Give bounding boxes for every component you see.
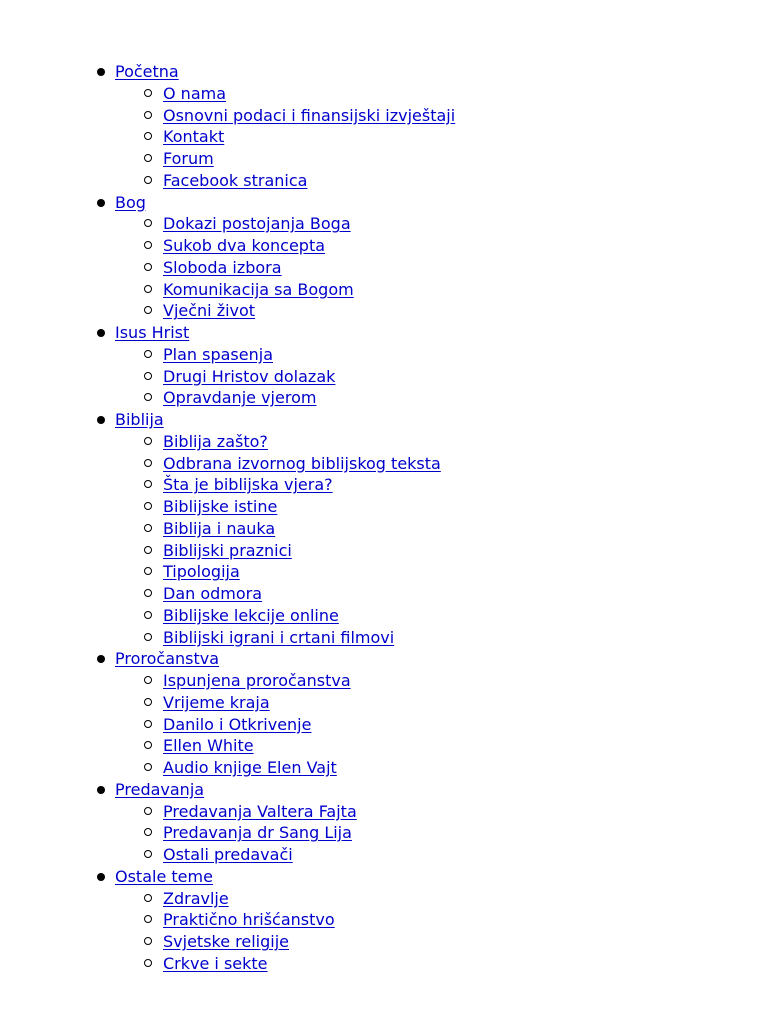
hollow-circle-bullet-icon <box>144 720 152 728</box>
nav-subitem-link[interactable]: Audio knjige Elen Vajt <box>163 758 337 777</box>
hollow-circle-bullet-icon <box>144 285 152 293</box>
nav-subitem-link[interactable]: Dokazi postojanja Boga <box>163 214 351 234</box>
hollow-circle-bullet-icon <box>144 524 152 532</box>
nav-subitem <box>115 735 455 757</box>
nav-subitem <box>115 605 455 627</box>
nav-subitem <box>115 670 455 692</box>
nav-subitem <box>115 561 455 583</box>
filled-disc-bullet-icon <box>97 199 105 207</box>
nav-subitem-link[interactable]: Plan spasenja <box>163 344 273 364</box>
nav-subitem <box>115 474 455 496</box>
nav-subitem-link[interactable]: Sukob dva koncepta <box>163 236 326 255</box>
hollow-circle-bullet-icon <box>144 437 152 445</box>
hollow-circle-bullet-icon <box>144 633 152 641</box>
nav-subitem-link[interactable]: Svjetske religije <box>163 932 289 951</box>
nav-subitem <box>115 126 455 148</box>
nav-subitem-link[interactable]: Predavanja Valtera Fajta <box>163 801 357 821</box>
hollow-circle-bullet-icon <box>144 393 152 401</box>
nav-subitem-link[interactable]: Šta je biblijska vjera? <box>163 475 333 495</box>
nav-subitem-link[interactable]: Predavanja dr Sang Lija <box>163 823 352 843</box>
hollow-circle-bullet-icon <box>144 828 152 836</box>
hollow-circle-bullet-icon <box>144 132 152 140</box>
nav-subitem-link[interactable]: Ispunjena proročanstva <box>163 671 351 690</box>
hollow-circle-bullet-icon <box>144 306 152 314</box>
filled-disc-bullet-icon <box>97 68 105 76</box>
nav-section-item <box>0 779 455 866</box>
hollow-circle-bullet-icon <box>144 459 152 467</box>
nav-subitem <box>115 366 455 388</box>
nav-subitem <box>115 105 455 127</box>
nav-submenu <box>115 344 455 409</box>
nav-subitem-link[interactable]: Biblijske istine <box>163 497 278 516</box>
nav-subitem <box>115 583 455 605</box>
hollow-circle-bullet-icon <box>144 176 152 184</box>
nav-subitem-link[interactable]: Tipologija <box>163 562 240 582</box>
nav-section-link[interactable]: Predavanja <box>115 779 205 799</box>
nav-subitem-link[interactable]: Odbrana izvornog biblijskog teksta <box>163 453 441 473</box>
hollow-circle-bullet-icon <box>144 937 152 945</box>
hollow-circle-bullet-icon <box>144 959 152 967</box>
nav-subitem <box>115 540 455 562</box>
nav-subitem <box>115 714 455 736</box>
nav-subitem <box>115 518 455 540</box>
nav-subitem <box>115 801 455 823</box>
hollow-circle-bullet-icon <box>144 350 152 358</box>
filled-disc-bullet-icon <box>97 655 105 663</box>
hollow-circle-bullet-icon <box>144 741 152 749</box>
nav-subitem-link[interactable]: Crkve i sekte <box>163 953 268 973</box>
nav-subitem-link[interactable]: Dan odmora <box>163 584 263 603</box>
hollow-circle-bullet-icon <box>144 894 152 902</box>
filled-disc-bullet-icon <box>97 786 105 794</box>
nav-subitem-link[interactable]: Danilo i Otkrivenje <box>163 714 312 734</box>
nav-section-link[interactable]: Isus Hrist <box>115 323 190 342</box>
hollow-circle-bullet-icon <box>144 915 152 923</box>
nav-subitem <box>115 757 455 779</box>
nav-subitem-link[interactable]: Osnovni podaci i finansijski izvještaji <box>163 105 456 125</box>
nav-subitem <box>115 888 455 910</box>
nav-section-item <box>0 409 455 648</box>
nav-section-item <box>0 866 455 975</box>
nav-subitem-link[interactable]: Komunikacija sa Bogom <box>163 279 354 299</box>
nav-section-link[interactable]: Bog <box>115 192 146 212</box>
nav-subitem <box>115 822 455 844</box>
nav-subitem-link[interactable]: Biblijski praznici <box>163 540 292 560</box>
nav-subitem-link[interactable]: Kontakt <box>163 127 225 147</box>
nav-subitem <box>115 235 455 257</box>
hollow-circle-bullet-icon <box>144 850 152 858</box>
nav-subitem <box>115 953 455 975</box>
hollow-circle-bullet-icon <box>144 219 152 227</box>
nav-subitem-link[interactable]: Forum <box>163 149 214 168</box>
nav-subitem <box>115 213 455 235</box>
nav-subitem <box>115 627 455 649</box>
nav-subitem-link[interactable]: Vječni život <box>163 301 256 321</box>
nav-subitem <box>115 279 455 301</box>
nav-subitem <box>115 387 455 409</box>
hollow-circle-bullet-icon <box>144 698 152 706</box>
nav-subitem-link[interactable]: Opravdanje vjerom <box>163 388 317 408</box>
hollow-circle-bullet-icon <box>144 676 152 684</box>
hollow-circle-bullet-icon <box>144 763 152 771</box>
hollow-circle-bullet-icon <box>144 480 152 488</box>
nav-subitem-link[interactable]: Facebook stranica <box>163 170 308 190</box>
nav-section-link[interactable]: Ostale teme <box>115 866 213 886</box>
nav-subitem <box>115 300 455 322</box>
nav-subitem <box>115 83 455 105</box>
nav-subitem-link[interactable]: Vrijeme kraja <box>163 692 270 712</box>
nav-section-item <box>0 61 455 192</box>
nav-submenu <box>115 431 455 649</box>
hollow-circle-bullet-icon <box>144 546 152 554</box>
nav-section-link[interactable]: Početna <box>115 62 179 81</box>
nav-submenu <box>115 213 455 322</box>
nav-section-item <box>0 648 455 779</box>
nav-subitem <box>115 257 455 279</box>
nav-subitem-link[interactable]: Biblija i nauka <box>163 518 276 538</box>
nav-subitem-link[interactable]: O nama <box>163 83 227 103</box>
nav-subitem <box>115 931 455 953</box>
nav-subitem-link[interactable]: Sloboda izbora <box>163 257 282 277</box>
hollow-circle-bullet-icon <box>144 807 152 815</box>
hollow-circle-bullet-icon <box>144 611 152 619</box>
hollow-circle-bullet-icon <box>144 502 152 510</box>
nav-subitem <box>115 692 455 714</box>
nav-subitem-link[interactable]: Ellen White <box>163 736 254 756</box>
nav-section-item <box>0 322 455 409</box>
nav-section-item <box>0 192 455 323</box>
nav-subitem-link[interactable]: Zdravlje <box>163 888 229 908</box>
hollow-circle-bullet-icon <box>144 589 152 597</box>
nav-submenu <box>115 888 455 975</box>
nav-subitem-link[interactable]: Biblijske lekcije online <box>163 605 339 625</box>
nav-subitem-link[interactable]: Drugi Hristov dolazak <box>163 366 336 386</box>
nav-subitem-link[interactable]: Biblijski igrani i crtani filmovi <box>163 627 395 647</box>
nav-subitem <box>115 844 455 866</box>
hollow-circle-bullet-icon <box>144 111 152 119</box>
hollow-circle-bullet-icon <box>144 372 152 380</box>
nav-subitem-link[interactable]: Biblija zašto? <box>163 431 268 451</box>
hollow-circle-bullet-icon <box>144 241 152 249</box>
filled-disc-bullet-icon <box>97 416 105 424</box>
nav-section-link[interactable]: Proročanstva <box>115 649 220 669</box>
nav-subitem <box>115 148 455 170</box>
nav-subitem <box>115 453 455 475</box>
nav-subitem-link[interactable]: Praktično hrišćanstvo <box>163 910 335 930</box>
nav-section-link[interactable]: Biblija <box>115 410 164 429</box>
hollow-circle-bullet-icon <box>144 567 152 575</box>
nav-submenu <box>115 670 455 779</box>
nav-subitem <box>115 431 455 453</box>
nav-subitem <box>115 909 455 931</box>
nav-subitem <box>115 170 455 192</box>
nav-subitem <box>115 344 455 366</box>
filled-disc-bullet-icon <box>97 329 105 337</box>
nav-submenu <box>115 801 455 866</box>
filled-disc-bullet-icon <box>97 873 105 881</box>
nav-subitem-link[interactable]: Ostali predavači <box>163 845 293 864</box>
hollow-circle-bullet-icon <box>144 154 152 162</box>
nav-subitem <box>115 496 455 518</box>
hollow-circle-bullet-icon <box>144 89 152 97</box>
nav-submenu <box>115 83 455 192</box>
hollow-circle-bullet-icon <box>144 263 152 271</box>
site-navigation-menu <box>0 61 455 975</box>
